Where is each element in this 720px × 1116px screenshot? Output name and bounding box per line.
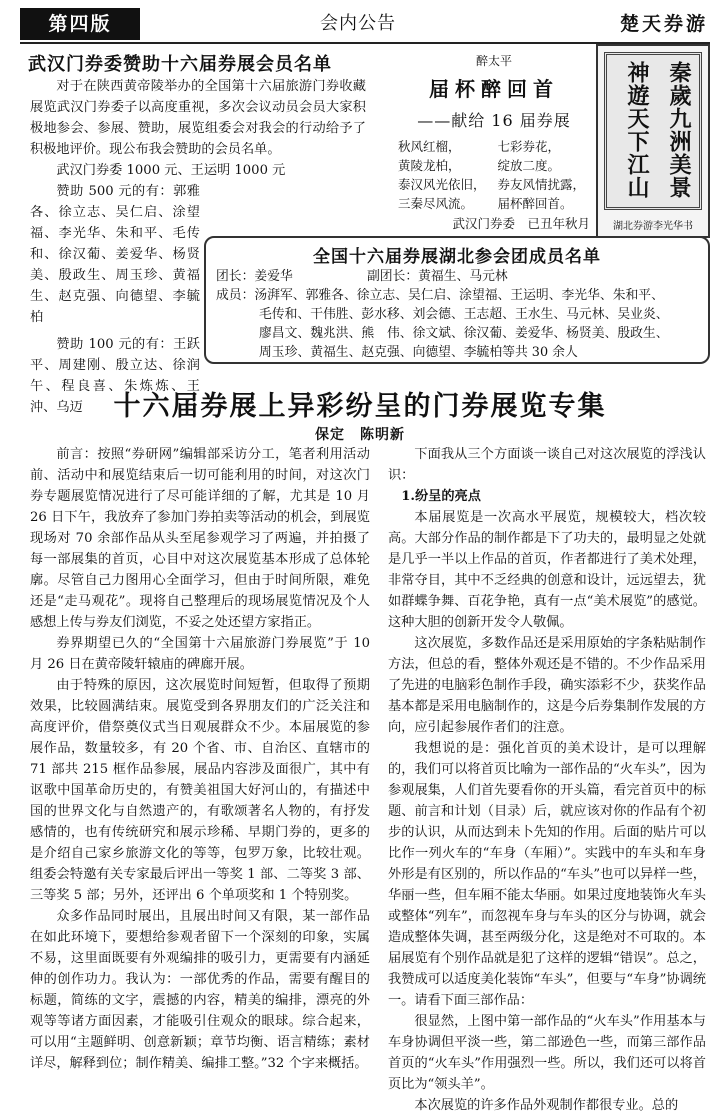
sponsor-line-500: 赞助 500 元的有：郭雅各、徐立志、吴仁启、涂望福、李光华、朱和平、毛传和、徐汉葡、姜爱华、杨贤美、殷政生、周玉珍、黄福生、赵克强、向德望、李毓柏 — [30, 184, 200, 325]
page-number: 第四版 — [20, 8, 140, 40]
delegation-leader: 团长：姜爱华 — [216, 269, 293, 284]
delegation-members: 周玉珍、黄福生、赵克强、向德望、李毓柏等共 30 余人 — [259, 345, 578, 360]
poem-subtitle: ——献给 16 届券展 — [417, 111, 571, 130]
article-paragraph: 券界期望已久的“全国第十六届旅游门券展览”于 10 月 26 日在黄帝陵轩辕庙的碑廊开展。 — [30, 636, 370, 672]
delegation-box — [204, 236, 710, 364]
calligraphy-column: 神遊天下江山 — [624, 61, 650, 199]
poem-lines — [398, 137, 597, 213]
poem-line: 七彩券花， — [497, 139, 561, 154]
poem — [398, 52, 590, 231]
poem-line: 秋风红榴， — [398, 139, 461, 154]
article-paragraph: 前言：按照“券研网”编辑部采访分工，笔者利用活动前、活动中和展览结束后一切可能利用的时间，对这次门券专题展览情况进行了尽可能详细的了解，尤其是 10 月 26 日下午，我放弃了参加门券拍卖等活动的机会，到展览现场对 70 余部作品从头至尾参观学习了两遍，并拍摄了每一部展集的首页，心目中对这次展览基本形成了总体轮廓。尽管自己力图用心全面学习，但由于时间所限，难免还是“走马观花”。现将自己整理后的现场展览情况及个人感想上传与券友们浏览，不妥之处还望方家指正。 — [30, 447, 370, 630]
poem-line: 泰汉风光依旧， — [398, 177, 486, 192]
sponsor-intro: 对于在陕西黄帝陵举办的全国第十六届旅游门券收藏展览武汉门券委子以高度重视，多次会议动员会员大家积极地参会、参展、赞助，展览组委会对我会的行动给予了积极地评价。现公布我会赞助的会员名单。 — [30, 79, 366, 157]
article-paragraph: 很显然，上图中第一部作品的“火车头”作用基本与车身协调但平淡一些，第二部逊色一些，而第三部作品首页的“火车头”作用强烈一些。所以，我们还可以将首页比为“领头羊”。 — [388, 1014, 706, 1092]
article-paragraph: 本次展览的许多作品外观制作都很专业。总的 — [414, 1098, 679, 1113]
delegation-deputy: 副团长：黄福生、马元林 — [366, 269, 508, 284]
calligraphy-caption: 湖北券游李光华书 — [613, 221, 693, 232]
delegation-members: 成员：汤湃军、郭雅各、徐立志、吴仁启、涂望福、王运明、李光华、朱和平、 — [216, 288, 664, 303]
calligraphy-column: 秦歲九洲美景 — [666, 61, 692, 199]
article-paragraph: 我想说的是：强化首页的美术设计，是可以理解的，我们可以将首页比喻为一部作品的“火车头”，因为参观展集，人们首先要看你的开头篇，看完首页中的标题、前言和计划（目录）后，就应该对你的作品有个初步的认识，从而达到未卜先知的作用。后面的贴片可以比作一列火车的“车身（车厢）”。实践中的车头和车身外形是有区别的，所以作品的“车头”也可以异样一些，华丽一些，但车厢不能太华丽。如果过度地装饰火车头或整体“列车”，而忽视车身与车头的区分与协调，就会造成整体失调，甚至两级分化，这是绝对不可取的。本届展览有个别作品就是犯了这样的逻辑“错误”。总之，我赞成可以适度美化装饰“车头”，但要与“车身”协调统一。请看下面三部作品： — [388, 741, 706, 1008]
delegation-members: 廖昌文、魏兆洪、熊 伟、徐文斌、徐汉葡、姜爱华、杨贤美、殷政生、 — [259, 326, 669, 341]
article-title: 十六届券展上异彩纷呈的门券展览专集 — [113, 391, 607, 422]
sponsor-line-1000: 武汉门券委 1000 元、王运明 1000 元 — [56, 163, 286, 178]
page-header — [20, 8, 710, 44]
section-name: 会内公告 — [320, 13, 396, 34]
sponsor-line-100: 赞助 100 元的有：王跃平、周建刚、殷立达、徐润午、程良喜、朱炼炼、王沖、乌迈 — [30, 337, 200, 415]
article-paragraph: 众多作品同时展出，且展出时间又有限，某一部作品在如此环境下，要想给参观者留下一个深刻的印象，实属不易，这里面既要有外观编排的吸引力，更需要有内涵延伸的创作功力。我认为：一部优秀的作品，需要有醒目的标题，简练的文字，震撼的内容，精美的编排，漂亮的外观等等诸方面因素，才能吸引住观众的眼球。综合起来，可以用“主题鲜明、创意新颖；章节均衡、语言精练；素材详尽，解释到位；制作精美、编排工整。”32 个字来概括。 — [30, 909, 370, 1071]
poem-line: 三秦尽风流。 — [398, 196, 474, 211]
article-right-column — [388, 444, 706, 1116]
calligraphy-image — [596, 44, 710, 238]
article-left-column — [30, 444, 370, 1074]
poem-author: 醉太平 — [475, 54, 512, 68]
delegation-members: 毛传和、干伟胜、彭水移、刘会德、王志超、王水生、马元林、吴业炎、 — [259, 307, 669, 322]
masthead: 楚天券游 — [619, 13, 708, 35]
article-paragraph: 这次展览，多数作品还是采用原始的字条粘贴制作方法，但总的看，整体外观还是不错的。不少作品采用了先进的电脑彩色制作手段，确实添彩不少，获奖作品基本都是采用电脑制作的，这是今后券集制作发展的方向，应引起参展作者们的注意。 — [388, 636, 706, 735]
poem-line: 黄陵龙柏， — [398, 158, 461, 173]
sponsor-title: 武汉门券委赞助十六届券展会员名单 — [28, 54, 332, 75]
calligraphy-scroll — [604, 52, 702, 210]
article-paragraph: 本届展览是一次高水平展览，规模较大，档次较高。大部分作品的制作都是下了功夫的，最明显之处就是几乎一半以上作品的首页，作者都进行了美术处理，非常夺目，其中不乏经典的创意和设计，远远望去，犹如群蝶争舞、百花争艳，真有一点“美术展览”的感觉。这种大胆的创新开发令人敬佩。 — [388, 510, 706, 630]
delegation-title: 全国十六届券展湖北参会团成员名单 — [313, 247, 601, 267]
poem-line: 券友风情扰露， — [497, 177, 586, 192]
delegation-leaders — [216, 267, 698, 286]
article-paragraph: 下面我从三个方面谈一谈自己对这次展览的浮浅认识： — [388, 447, 706, 483]
poem-line: 届杯醉回首。 — [497, 196, 573, 211]
poem-line: 绽放二度。 — [497, 158, 561, 173]
article-byline: 保定 陈明新 — [315, 427, 405, 443]
poem-signature: 武汉门券委 已丑年秋月 — [452, 216, 590, 231]
poem-title: 届杯醉回首 — [429, 77, 559, 101]
article-paragraph: 由于特殊的原因，这次展览时间短暂，但取得了预期效果，比较圆满结束。展览受到各界朋友们的广泛关注和高度评价，借祭奠仪式当日观展群众不少。本届展览的参展作品，数量较多，有 20 个省、市、自治区、直辖市的 71 部共 215 框作品参展，展品内容涉及面很广，其中有讴歌中国革命历史的，有赞美祖国大好河山的，有描述中国的世界文化与自然遗产的，有歌颂著名人物的，有抒发感情的，也有传统研究和展示珍稀、早期门券的，更多的是介绍自己家乡旅游文化的等等，包罗万象，比较壮观。组委会特邀有关专家最后评出一等奖 1 部、二等奖 3 部、三等奖 5 部；另外，还评出 6 个单项奖和 1 个特别奖。 — [30, 678, 370, 903]
article-subheading: 1.纷呈的亮点 — [401, 489, 481, 504]
